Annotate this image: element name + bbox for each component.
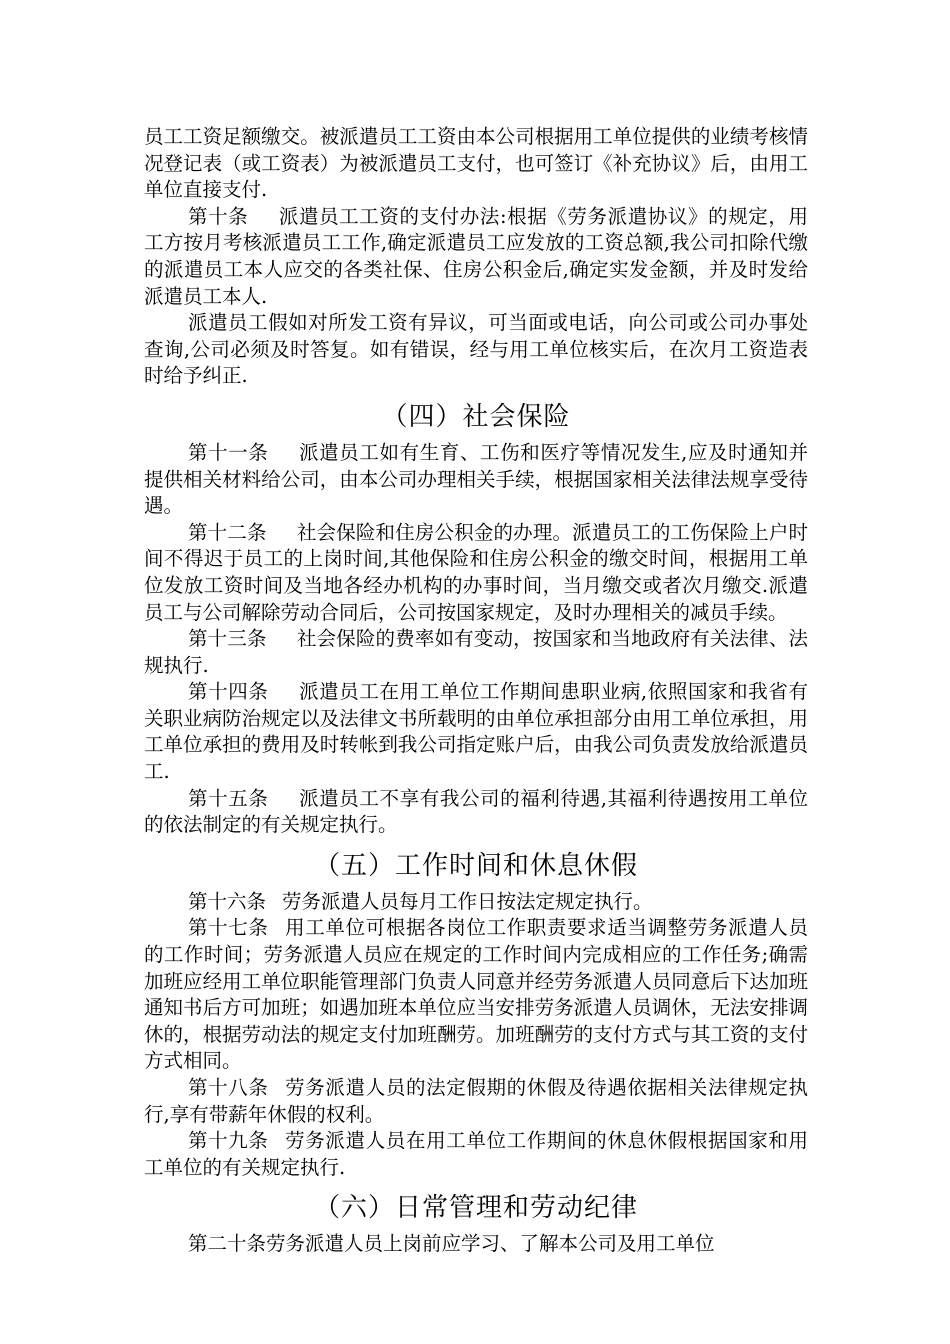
article-text: 派遣员工不享有我公司的福利待遇,其福利待遇按用工单位的依法制定的有关规定执行。 (144, 786, 808, 837)
article-text: 社会保险和住房公积金的办理。派遣员工的工伤保险上户时间不得迟于员工的上岗时间,其他保险和住房公积金的缴交时间，根据用工单位发放工资时间及当地各经办机构的办事时间，当月缴交或者次月缴交.派遣员工与公司解除劳动合同后，公司按国家规定，及时办理相关的减员手续。 (144, 520, 808, 624)
article-title: 第十一条 (188, 440, 269, 464)
article-text: 社会保险的费率如有变动，按国家和当地政府有关法律、法规执行. (144, 627, 808, 677)
paragraph-wage-payment: 员工工资足额缴交。被派遣员工工资由本公司根据用工单位提供的业绩考核情况登记表（或工资表）为被派遣员工支付，也可签订《补充协议》后，由用工单位直接支付. (144, 125, 808, 202)
article-title: 第十五条 (188, 786, 269, 810)
article-18 (144, 1075, 808, 1128)
article-text: 派遣员工在用工单位工作期间患职业病,依照国家和我省有关职业病防治规定以及法律文书所载明的由单位承担部分由用工单位承担，用工单位承担的费用及时转帐到我公司指定账户后，由我公司负责发放给派遣员工. (144, 680, 808, 784)
article-text: 劳务派遣人员在用工单位工作期间的休息休假根据国家和用工单位的有关规定执行. (144, 1129, 808, 1179)
article-title: 第十八条 (188, 1076, 269, 1099)
article-text: 劳务派遣人员每月工作日按法定规定执行。 (282, 889, 653, 913)
section-heading-social-insurance: （四）社会保险 (381, 401, 571, 432)
article-title: 第十三条 (188, 627, 267, 651)
article-12 (144, 520, 808, 626)
article-title: 第十条 (188, 204, 249, 228)
article-15 (144, 786, 808, 839)
article-title: 第十七条 (188, 916, 269, 940)
article-16 (144, 889, 808, 916)
article-11 (144, 440, 808, 520)
article-title: 第十四条 (188, 680, 269, 704)
article-10 (144, 204, 808, 310)
article-14 (144, 679, 808, 785)
section-heading-working-hours: （五）工作时间和休息休假 (313, 850, 638, 881)
article-text: 派遣员工工资的支付办法:根据《劳务派遣协议》的规定，用工方按月考核派遣员工工作,确定派遣员工应发放的工资总额,我公司扣除代缴的派遣员工本人应交的各类社保、住房公积金后,确定实发金额，并及时发给派遣员工本人. (144, 204, 808, 308)
article-text: 用工单位可根据各岗位工作职责要求适当调整劳务派遣人员的工作时间；劳务派遣人员应在规定的工作时间内完成相应的工作任务;确需加班应经用工单位职能管理部门负责人同意并经劳务派遣人员同意后下达加班通知书后方可加班；如遇加班本单位应当安排劳务派遣人员调休，无法安排调休的，根据劳动法的规定支付加班酬劳。加班酬劳的支付方式与其工资的支付方式相同。 (144, 916, 808, 1073)
section-heading-daily-management: （六）日常管理和劳动纪律 (313, 1193, 638, 1224)
article-text: 劳务派遣人员的法定假期的休假及待遇依据相关法律规定执行,享有带薪年休假的权利。 (144, 1076, 808, 1126)
article-19 (144, 1128, 808, 1181)
article-title: 第十二条 (188, 520, 267, 544)
article-17 (144, 915, 808, 1075)
article-20: 第二十条劳务派遣人员上岗前应学习、了解本公司及用工单位 (188, 1232, 715, 1256)
paragraph-wage-objection: 派遣员工假如对所发工资有异议，可当面或电话，向公司或公司办事处查询,公司必须及时答复。如有错误，经与用工单位核实后，在次月工资造表时给予纠正. (144, 311, 808, 388)
article-title: 第十六条 (188, 889, 267, 913)
document-page (144, 124, 808, 1258)
article-13 (144, 626, 808, 679)
article-text: 派遣员工如有生育、工伤和医疗等情况发生,应及时通知并提供相关材料给公司，由本公司办理相关手续，根据国家相关法律法规享受待遇。 (144, 440, 808, 518)
article-title: 第十九条 (188, 1129, 269, 1153)
